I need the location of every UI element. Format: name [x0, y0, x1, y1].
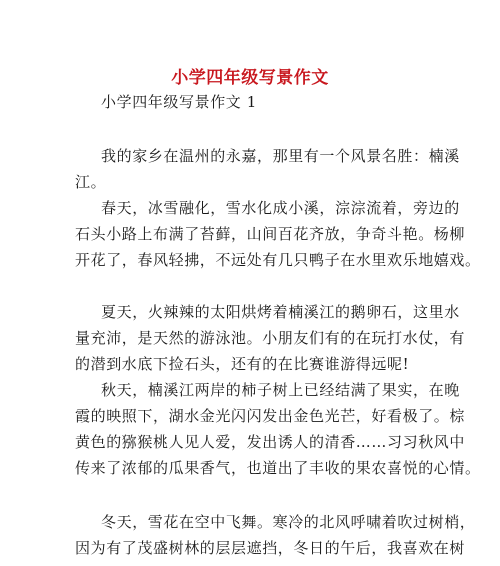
paragraph-line: 量充沛，是天然的游泳池。小朋友们有的在玩打水仗，有 — [75, 329, 466, 347]
paragraph-line: 因为有了茂盛树林的层层遮挡，冬日的午后，我喜欢在树 — [75, 539, 466, 557]
paragraph-line: 开花了，春风轻拂，不远处有几只鸭子在水里欢乐地嬉戏。 — [75, 251, 481, 269]
paragraph-line: 秋天，楠溪江两岸的柿子树上已经结满了果实，在晚 — [101, 381, 460, 399]
paragraph-line: 石头小路上布满了苔藓，山间百花齐放，争奇斗艳。杨柳 — [75, 225, 466, 243]
paragraph-line: 传来了浓郁的瓜果香气，也道出了丰收的果农喜悦的心情。 — [75, 459, 481, 477]
paragraph-line: 我的家乡在温州的永嘉，那里有一个风景名胜：楠溪 — [101, 147, 460, 165]
paragraph-line: 江。 — [75, 173, 107, 191]
paragraph-line: 春天，冰雪融化，雪水化成小溪，淙淙流着，旁边的 — [101, 199, 460, 217]
section-heading: 小学四年级写景作文 1 — [101, 93, 257, 111]
paragraph-line: 冬天，雪花在空中飞舞。寒冷的北风呼啸着吹过树梢， — [101, 513, 476, 531]
paragraph-line: 黄色的猕猴桃人见人爱，发出诱人的清香……习习秋风中 — [75, 433, 466, 451]
paragraph-line: 夏天，火辣辣的太阳烘烤着楠溪江的鹅卵石，这里水 — [101, 303, 460, 321]
document-title: 小学四年级写景作文 — [171, 68, 329, 88]
paragraph-line: 的潜到水底下捡石头，还有的在比赛谁游得远呢! — [75, 355, 410, 373]
paragraph-line: 霞的映照下，湖水金光闪闪发出金色光芒，好看极了。棕 — [75, 407, 466, 425]
